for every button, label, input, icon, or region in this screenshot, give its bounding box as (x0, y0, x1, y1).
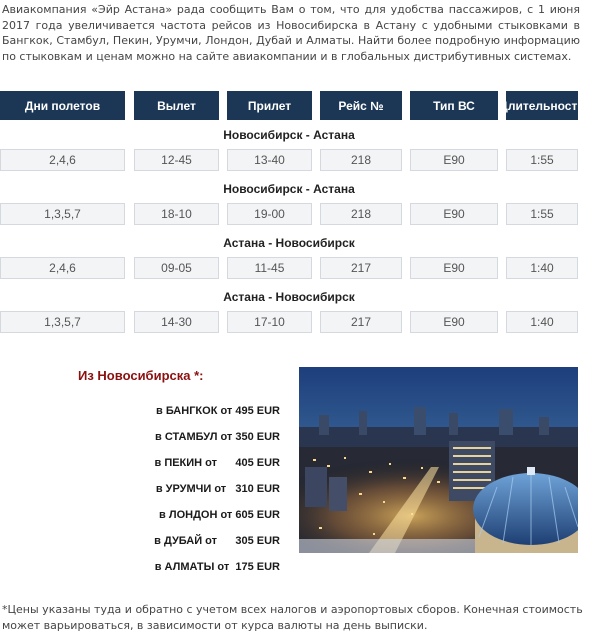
header-departure: Вылет (134, 91, 219, 120)
header-flight-number: Рейс № (320, 91, 402, 120)
cell-arrival: 19-00 (227, 203, 312, 225)
cell-duration: 1:40 (506, 311, 578, 333)
cell-flight-number: 218 (320, 203, 402, 225)
city-night-photo (299, 367, 578, 553)
cell-aircraft-type: E90 (410, 257, 498, 279)
price-london: в ЛОНДОН от 605 EUR (159, 509, 280, 521)
route-label: Новосибирск - Астана (223, 128, 355, 142)
cell-days: 2,4,6 (0, 149, 125, 171)
cell-flight-number: 218 (320, 149, 402, 171)
price-urumqi: в УРУМЧИ от 310 EUR (155, 483, 280, 495)
cell-departure: 14-30 (134, 311, 219, 333)
cell-arrival: 11-45 (227, 257, 312, 279)
cell-flight-number: 217 (320, 311, 402, 333)
intro-text: Авиакомпания «Эйр Астана» рада сообщить Вам о том, что для удобства пассажиров, с 1 июня 2017 года увеличивается частота рейсов из Новосибирска в Астану с удобными стыковками в Бангкок, Стамбул, Пекин, Урумчи, Лондон, Дубай и Алматы. Найти более подробную информацию по стыковкам и ценам можно на сайте авиакомпании и в глобальных дистрибутивных системах. (2, 3, 580, 63)
cell-arrival: 17-10 (227, 311, 312, 333)
cell-aircraft-type: E90 (410, 203, 498, 225)
cell-departure: 12-45 (134, 149, 219, 171)
route-label: Астана - Новосибирск (223, 290, 355, 304)
cell-arrival: 13-40 (227, 149, 312, 171)
cell-aircraft-type: E90 (410, 149, 498, 171)
cell-duration: 1:55 (506, 149, 578, 171)
cell-departure: 09-05 (134, 257, 219, 279)
route-label: Астана - Новосибирск (223, 236, 355, 250)
price-istanbul: в СТАМБУЛ от 350 EUR (155, 431, 280, 443)
cell-days: 1,3,5,7 (0, 203, 125, 225)
header-days: Дни полетов (0, 91, 125, 120)
cell-days: 1,3,5,7 (0, 311, 125, 333)
price-bangkok: в БАНГКОК от 495 EUR (156, 405, 280, 417)
cell-departure: 18-10 (134, 203, 219, 225)
price-beijing: в ПЕКИН от 405 EUR (154, 457, 280, 469)
price-dubai: в ДУБАЙ от 305 EUR (154, 535, 280, 547)
cell-days: 2,4,6 (0, 257, 125, 279)
cell-aircraft-type: E90 (410, 311, 498, 333)
prices-title: Из Новосибирска *: (78, 368, 204, 383)
price-almaty: в АЛМАТЫ от 175 EUR (154, 561, 280, 573)
header-arrival: Прилет (227, 91, 312, 120)
footnote: *Цены указаны туда и обратно с учетом всех налогов и аэропортовых сборов. Конечная стоимость может варьироваться, в зависимости от курса валюты на день выписки. (2, 603, 583, 632)
cell-duration: 1:40 (506, 257, 578, 279)
header-duration: Длительность (506, 91, 578, 120)
header-aircraft-type: Тип ВС (410, 91, 498, 120)
route-label: Новосибирск - Астана (223, 182, 355, 196)
cell-duration: 1:55 (506, 203, 578, 225)
cell-flight-number: 217 (320, 257, 402, 279)
